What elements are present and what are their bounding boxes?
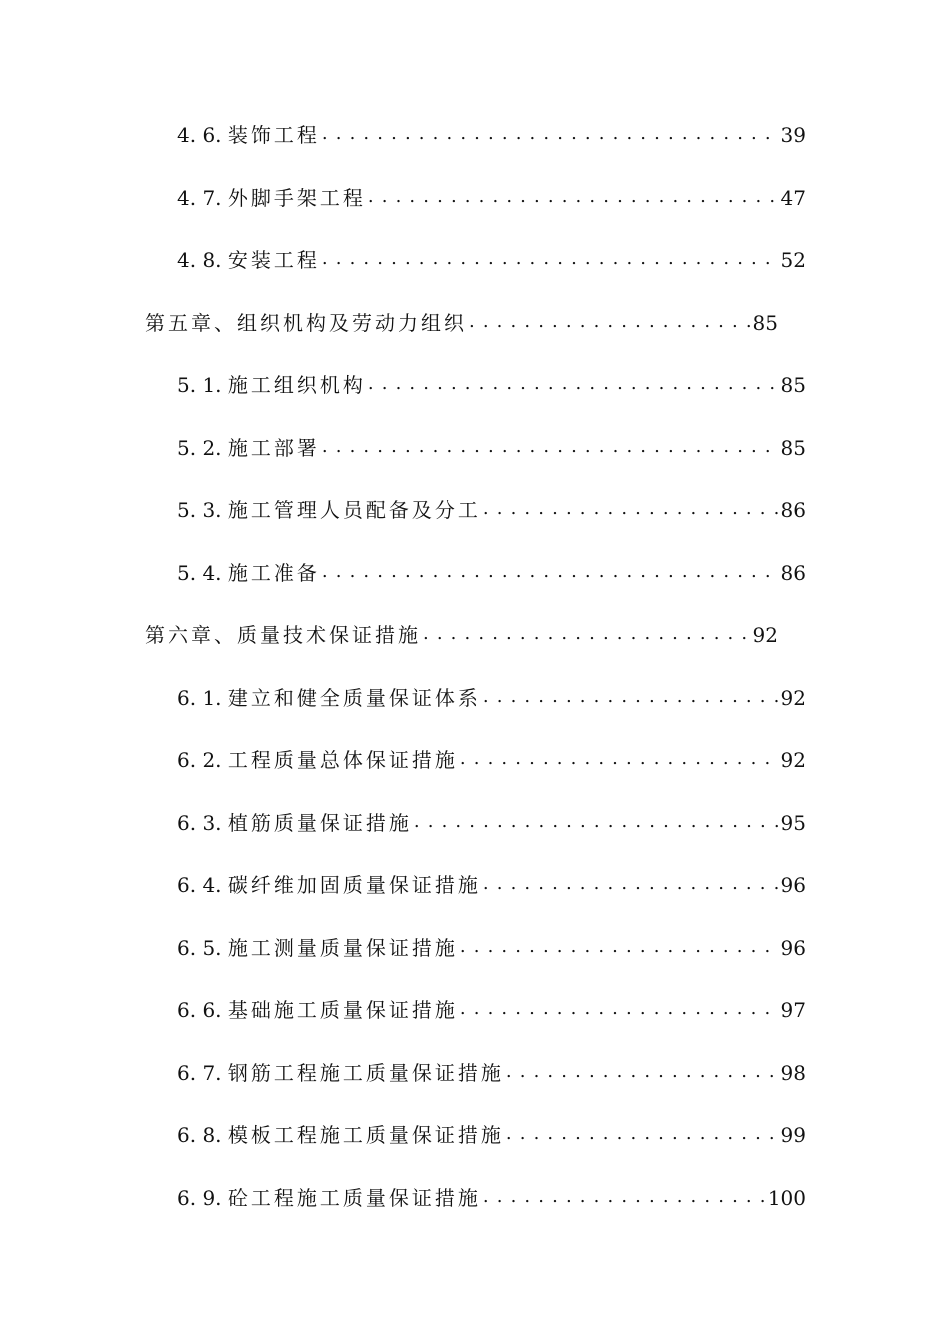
toc-entry-page: 85 <box>780 435 806 460</box>
toc-entry-title: 施工组织机构 <box>227 373 366 398</box>
toc-entry <box>0 229 950 292</box>
toc-leader-dots <box>368 375 779 395</box>
toc-entry <box>0 167 950 230</box>
toc-entry-title: 钢筋工程施工质量保证措施 <box>227 1060 504 1085</box>
toc-entry-number: 5. 3. <box>177 498 228 523</box>
toc-leader-dots <box>483 1188 766 1208</box>
toc-entry-page: 100 <box>767 1185 806 1210</box>
toc-entry-number: 5. 4. <box>177 560 228 585</box>
toc-entry-number: 6. 3. <box>177 810 228 835</box>
toc-entry-title: 模板工程施工质量保证措施 <box>227 1123 504 1148</box>
toc-entry-title: 工程质量总体保证措施 <box>227 748 458 773</box>
toc-entry-page: 85 <box>752 310 778 335</box>
toc-entry-number: 6. 2. <box>177 748 228 773</box>
toc-entry-number: 6. 7. <box>177 1060 228 1085</box>
toc-entry-number: 6. 6. <box>177 998 228 1023</box>
toc-entry-page: 92 <box>780 685 806 710</box>
toc-entry <box>0 104 950 167</box>
toc-entry-number: 6. 1. <box>177 685 228 710</box>
toc-entry-title: 施工测量质量保证措施 <box>227 935 458 960</box>
toc-entry <box>0 917 950 980</box>
toc-entry <box>0 854 950 917</box>
toc-entry-title: 基础施工质量保证措施 <box>227 998 458 1023</box>
toc-entry-page: 85 <box>780 373 806 398</box>
toc-entry-page: 99 <box>780 1123 806 1148</box>
toc-entry <box>0 542 950 605</box>
toc-entry-title: 砼工程施工质量保证措施 <box>227 1185 481 1210</box>
toc-entry-page: 86 <box>780 498 806 523</box>
toc-leader-dots <box>322 250 779 270</box>
toc-entry-page: 96 <box>780 935 806 960</box>
toc-leader-dots <box>414 813 779 833</box>
table-of-contents <box>0 104 950 1229</box>
toc-entry-number: 6. 5. <box>177 935 228 960</box>
toc-entry <box>0 1167 950 1230</box>
toc-chapter-entry <box>0 604 950 667</box>
toc-entry-number: 6. 8. <box>177 1123 228 1148</box>
toc-entry <box>0 1104 950 1167</box>
toc-entry <box>0 354 950 417</box>
toc-entry-title: 施工管理人员配备及分工 <box>227 498 481 523</box>
toc-entry-title: 施工部署 <box>227 435 320 460</box>
toc-entry-number: 5. 1. <box>177 373 228 398</box>
toc-entry-number: 6. 4. <box>177 873 228 898</box>
toc-entry-page: 96 <box>780 873 806 898</box>
toc-entry-title: 碳纤维加固质量保证措施 <box>227 873 481 898</box>
toc-entry <box>0 479 950 542</box>
toc-leader-dots <box>469 313 751 333</box>
toc-entry-title: 植筋质量保证措施 <box>227 810 412 835</box>
toc-entry <box>0 729 950 792</box>
toc-entry-page: 92 <box>780 748 806 773</box>
toc-entry-number: 5. 2. <box>177 435 228 460</box>
toc-entry <box>0 1042 950 1105</box>
toc-leader-dots <box>322 563 779 583</box>
toc-entry-title: 施工准备 <box>227 560 320 585</box>
toc-entry-title: 安装工程 <box>227 248 320 273</box>
toc-entry-page: 52 <box>780 248 806 273</box>
toc-entry-page: 47 <box>780 185 806 210</box>
toc-entry-page: 92 <box>752 623 778 648</box>
toc-leader-dots <box>506 1063 779 1083</box>
toc-entry-title: 建立和健全质量保证体系 <box>227 685 481 710</box>
toc-leader-dots <box>506 1125 779 1145</box>
toc-entry-page: 39 <box>780 123 806 148</box>
toc-leader-dots <box>483 875 779 895</box>
toc-entry <box>0 979 950 1042</box>
toc-leader-dots <box>460 938 779 958</box>
toc-entry <box>0 417 950 480</box>
toc-leader-dots <box>460 1000 779 1020</box>
toc-leader-dots <box>322 438 779 458</box>
toc-entry-title: 外脚手架工程 <box>227 185 366 210</box>
toc-chapter-entry <box>0 292 950 355</box>
toc-entry-page: 86 <box>780 560 806 585</box>
toc-entry-page: 95 <box>780 810 806 835</box>
toc-leader-dots <box>322 125 779 145</box>
toc-entry <box>0 667 950 730</box>
toc-entry-number: 4. 6. <box>177 123 228 148</box>
toc-leader-dots <box>483 688 779 708</box>
toc-entry <box>0 792 950 855</box>
toc-entry-title: 装饰工程 <box>227 123 320 148</box>
toc-chapter-title: 第五章、组织机构及劳动力组织 <box>145 310 467 335</box>
toc-entry-number: 6. 9. <box>177 1185 228 1210</box>
toc-leader-dots <box>460 750 779 770</box>
toc-leader-dots <box>368 188 779 208</box>
toc-entry-page: 98 <box>780 1060 806 1085</box>
toc-leader-dots <box>423 625 751 645</box>
toc-leader-dots <box>483 500 779 520</box>
toc-entry-number: 4. 8. <box>177 248 228 273</box>
toc-entry-page: 97 <box>780 998 806 1023</box>
toc-entry-number: 4. 7. <box>177 185 228 210</box>
toc-chapter-title: 第六章、质量技术保证措施 <box>145 623 421 648</box>
